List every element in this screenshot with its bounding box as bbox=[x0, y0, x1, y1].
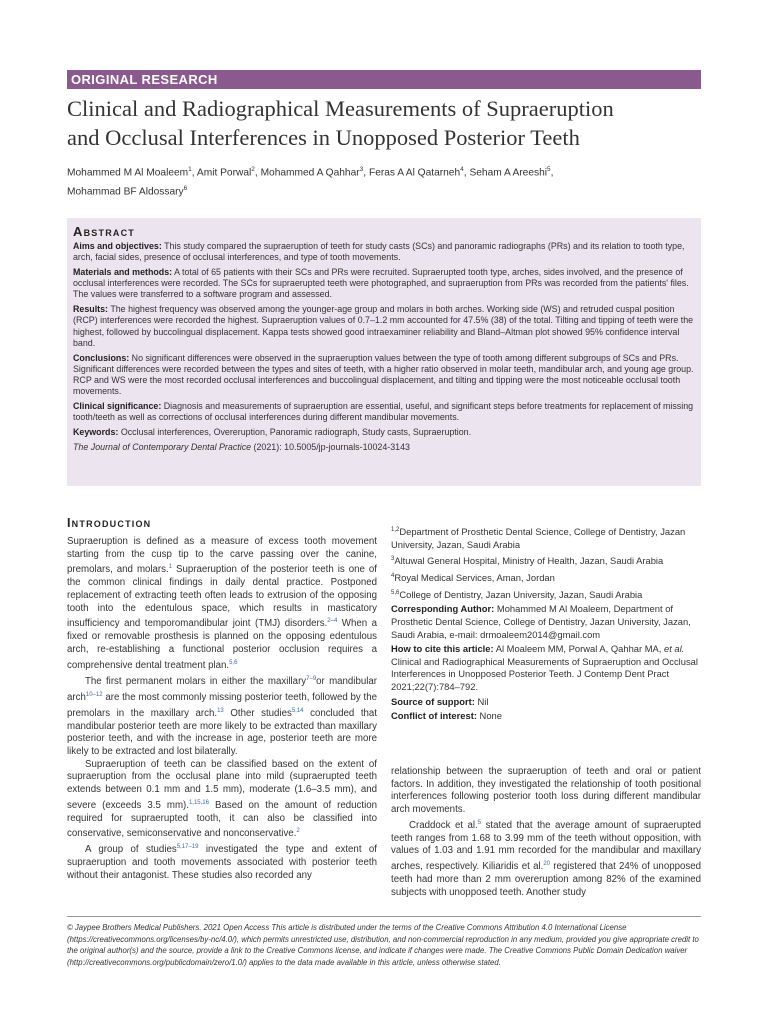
reference-link[interactable]: 10–12 bbox=[85, 691, 103, 698]
results-text: The highest frequency was observed among the younger-age group and molars in both arches. Working side (WS) and retruded cuspal position (RCP) interferences were recorded the highest. Supraeruption values of 0.7–1.2 mm accounted for 47.5% (38) of the total. Tilting and tipping of teeth were the highest, followed by buccolingual displacement. Kappa tests showed good intraexaminer reliability and Bland–Altman plot showed 95% confidence interval band. bbox=[73, 304, 694, 348]
text-run: investigated the type and extent of supraeruption and tooth movements associated with posterior teeth without their antagonist. These studies also recorded any bbox=[67, 844, 377, 881]
intro-paragraph-2 bbox=[67, 673, 377, 759]
affiliation-number: 5,6 bbox=[391, 589, 400, 596]
conflict-text: None bbox=[476, 710, 502, 722]
author-affiliation-number: 1 bbox=[188, 166, 192, 173]
results-label: Results: bbox=[73, 304, 109, 315]
affiliation-2 bbox=[391, 553, 701, 568]
affiliation-number: 3 bbox=[391, 556, 395, 563]
author-affiliation-number: 4 bbox=[460, 166, 464, 173]
intro-paragraph-1 bbox=[67, 536, 377, 673]
abstract-results bbox=[73, 304, 695, 349]
text-run: The first permanent molars in either the maxillary bbox=[85, 675, 307, 687]
author-separator: , bbox=[363, 167, 369, 179]
author-name: Seham A Areeshi bbox=[469, 167, 548, 179]
text-run: When a fixed or removable prosthesis is planned on the opposing edentulous arch, re-establishing a functional posterior occlusion requires a comprehensive dental treatment plan. bbox=[67, 618, 378, 672]
reference-link[interactable]: 5,14 bbox=[291, 707, 304, 714]
abstract-methods bbox=[73, 267, 695, 301]
text-run: Supraeruption of teeth can be classified based on the extent of supraeruption from the occlusal plane into mild (supraerupted teeth extends between 0.1 mm and 1.5 mm), moderate (1.6–3.5 mm), and severe (exceeds 3.5 mm). bbox=[67, 758, 377, 811]
reference-link[interactable]: 2–4 bbox=[327, 618, 338, 625]
reference-link[interactable]: 5,17–19 bbox=[176, 844, 199, 851]
author-separator: , bbox=[550, 167, 554, 179]
author-name: Mohammed M Al Moaleem bbox=[67, 167, 189, 179]
license-footer: © Jaypee Brothers Medical Publishers. 2021 Open Access This article is distributed under the terms of the Creative Commons Attribution 4.0 International License (https://creativecommons.org/licenses/by-nc/4.0/), which permits unrestricted use, distribution, and non-commercial reproduction in any medium, provided you give appropriate credit to the original author(s) and the source, provide a link to the Creative Commons license, and indicate if changes were made. The Creative Commons Public Domain Dedication waiver (http://creativecommons.org/publicdomain/zero/1.0/) applies to the data made available in this article, unless otherwise stated. bbox=[67, 923, 699, 967]
text-run: Other studies bbox=[223, 707, 292, 719]
methods-text: A total of 65 patients with their SCs and PRs were recruited. Supraerupted tooth type, arches, sides involved, and the presence of occlusal interferences were recorded. The SCs for supraerupted teeth were photographed, and supraeruption from PRs was recorded from the patients' files. The values were transferred to a software program and assessed. bbox=[73, 267, 689, 300]
keywords-text: Occlusal interferences, Overeruption, Panoramic radiograph, Study casts, Supraeruption. bbox=[118, 427, 472, 438]
aims-text: This study compared the supraeruption of teeth for study casts (SCs) and panoramic radiographs (PRs) and its relation to tooth type, arch, facial sides, presence of occlusal interferences, and type of tooth movements. bbox=[73, 241, 685, 263]
article-title bbox=[67, 94, 717, 152]
keywords-label: Keywords: bbox=[73, 427, 119, 438]
abstract-heading: Abstract bbox=[73, 224, 135, 239]
author-separator: , bbox=[463, 167, 470, 179]
text-run: A group of studies bbox=[85, 844, 177, 856]
intro-paragraph-3 bbox=[67, 759, 377, 842]
abstract-significance bbox=[73, 401, 695, 423]
abstract-citation bbox=[73, 442, 695, 453]
affiliation-text: Royal Medical Services, Aman, Jordan bbox=[394, 572, 555, 584]
section-label: ORIGINAL RESEARCH bbox=[67, 70, 701, 89]
reference-link[interactable]: 20 bbox=[543, 861, 551, 868]
conclusions-text: No significant differences were observed in the supraeruption values between the type of tooth among different subgroups of SCs and PRs. Significant differences were recorded between the types and sites of teeth, with a higher ratio observed in molar teeth, mandibular arch, and young age group. RCP and WS were the most recorded occlusal interferences and buccolingual displacement, and tilting and tipping were the most noticeable occlusal tooth movements. bbox=[73, 352, 694, 397]
affiliation-text: College of Dentistry, Jazan University, Jazan, Saudi Arabia bbox=[399, 588, 643, 600]
text-run: Craddock et al. bbox=[409, 820, 478, 832]
affiliation-text: Altuwal General Hospital, Ministry of Health, Jazan, Saudi Arabia bbox=[394, 555, 664, 567]
aims-label: Aims and objectives: bbox=[73, 241, 162, 251]
text-run: Supraeruption is defined as a measure of excess tooth movement starting from the cusp tip to the carve passing over the canine, premolars, and molars. bbox=[67, 536, 377, 576]
abstract-keywords bbox=[73, 427, 695, 438]
left-column bbox=[67, 516, 377, 883]
journal-name: The Journal of Contemporary Dental Practice bbox=[73, 441, 252, 452]
significance-text: Diagnosis and measurements of supraeruption are essential, useful, and significant steps before treatments for replacement of missing tooth/teeth as well as corrections of occlusal interferences during different mandibular movements. bbox=[73, 401, 694, 423]
reference-link[interactable]: 1 bbox=[168, 564, 173, 571]
abstract-box bbox=[67, 218, 701, 486]
corresponding-author bbox=[391, 603, 701, 641]
affiliation-text: Department of Prosthetic Dental Science, College of Dentistry, Jazan University, Jazan, Saudi Arabia bbox=[391, 526, 686, 550]
significance-label: Clinical significance: bbox=[73, 401, 162, 412]
author-name: Feras A Al Qatarneh bbox=[368, 167, 461, 179]
author-separator: , bbox=[254, 167, 261, 179]
author-list bbox=[67, 162, 707, 201]
author-affiliation-number: 3 bbox=[359, 166, 364, 173]
reference-link[interactable]: 5,6 bbox=[229, 659, 238, 666]
text-run: Supraeruption of the posterior teeth is one of the common clinical findings in daily dental practice. Postponed replacement of extracting teeth often leads to extrusion of the opposing tooth into the edentulous space, which results in masticatory insufficiency and temporomandibular joint (TMJ) disorders. bbox=[67, 564, 377, 630]
right-body-text bbox=[391, 766, 701, 900]
methods-label: Materials and methods: bbox=[73, 267, 173, 277]
text-run: concluded that mandibular posterior teeth are more likely to be extracted than maxillary posterior teeth, and with the increase in age, posterior teeth are more likely to be extracted and lost bilaterally. bbox=[67, 707, 377, 757]
author-name: Mohammed A Qahhar bbox=[260, 167, 360, 179]
how-to-cite bbox=[391, 643, 701, 693]
cite-text: Clinical and Radiographical Measurements of Supraeruption and Occlusal Interferences in Unopposed Posterior Teeth. J Contemp Dent Pract 2021;22(7):784–792. bbox=[391, 655, 698, 693]
title-line-1: Clinical and Radiographical Measurements of Supraeruption bbox=[67, 96, 614, 121]
body-paragraph-continued: relationship between the supraeruption of teeth and oral or patient factors. In addition, they investigated the relationship of tooth positional interferences following posterior tooth loss during different mandibular arch movements. bbox=[391, 766, 701, 816]
corresponding-text: Mohammed M Al Moaleem, Department of Prosthetic Dental Science, College of Dentistry, Jazan University, Jazan, Saudi Arabia, e-mail: drmoaleem2014@gmail.com bbox=[391, 603, 691, 640]
author-name: Amit Porwal bbox=[196, 167, 252, 179]
affiliation-number: 1,2 bbox=[391, 527, 400, 533]
reference-link[interactable]: 7–9 bbox=[306, 675, 317, 682]
abstract-conclusions bbox=[73, 353, 695, 398]
reference-link[interactable]: 1,15,16 bbox=[188, 799, 209, 806]
conflict-label: Conflict of interest: bbox=[391, 710, 477, 722]
affiliation-1 bbox=[391, 524, 701, 551]
text-run: Based on the amount of reduction required for supraerupted tooth, it can also be classified into conservative, semiconservative and nonconservative. bbox=[67, 800, 378, 840]
abstract-aims bbox=[73, 241, 695, 263]
citation-doi: (2021): 10.5005/jp-journals-10024-3143 bbox=[251, 441, 410, 452]
conflict-of-interest bbox=[391, 710, 701, 723]
affiliation-4 bbox=[391, 587, 701, 602]
support-label: Source of support: bbox=[391, 695, 475, 707]
cite-label: How to cite this article: bbox=[391, 643, 494, 655]
reference-link[interactable]: 13 bbox=[217, 707, 224, 714]
reference-link[interactable]: 2 bbox=[296, 828, 300, 835]
reference-link[interactable]: 5 bbox=[477, 819, 482, 826]
body-paragraph-craddock bbox=[391, 817, 701, 900]
title-line-2: and Occlusal Interferences in Unopposed Posterior Teeth bbox=[67, 125, 580, 150]
text-run: or mandibular arch bbox=[67, 675, 377, 703]
text-run: stated that the average amount of supraerupted teeth ranges from 1.68 to 3.99 mm of the teeth without opposition, with values of 1.03 and 1.91 mm recorded for the mandibular and maxillary arches, respectively. Kiliaridis et al. bbox=[391, 820, 701, 873]
author-affiliation-number: 5 bbox=[547, 166, 551, 173]
affiliations-block bbox=[391, 524, 701, 725]
text-run: are the most commonly missing posterior teeth, followed by the premolars in the maxillary arch. bbox=[67, 691, 377, 719]
introduction-heading: Introduction bbox=[67, 516, 152, 530]
source-of-support bbox=[391, 696, 701, 709]
footer-divider bbox=[67, 916, 701, 917]
author-affiliation-number: 2 bbox=[251, 166, 255, 173]
author-name: Mohammad BF Aldossary bbox=[67, 186, 184, 198]
cite-etal: et al. bbox=[664, 643, 685, 655]
conclusions-label: Conclusions: bbox=[73, 352, 130, 363]
text-run: registered that 24% of unopposed teeth had more than 2 mm overeruption among 82% of the examined subjects with unopposed teeth. Another study bbox=[391, 861, 701, 898]
author-separator: , bbox=[191, 167, 197, 179]
corresponding-label: Corresponding Author: bbox=[391, 603, 495, 615]
affiliation-3 bbox=[391, 570, 701, 585]
affiliation-number: 4 bbox=[391, 573, 395, 580]
support-text: Nil bbox=[474, 695, 489, 707]
author-affiliation-number: 6 bbox=[183, 185, 188, 193]
intro-paragraph-4 bbox=[67, 841, 377, 882]
cite-text: Al Moaleem MM, Porwal A, Qahhar MA, bbox=[493, 643, 664, 655]
